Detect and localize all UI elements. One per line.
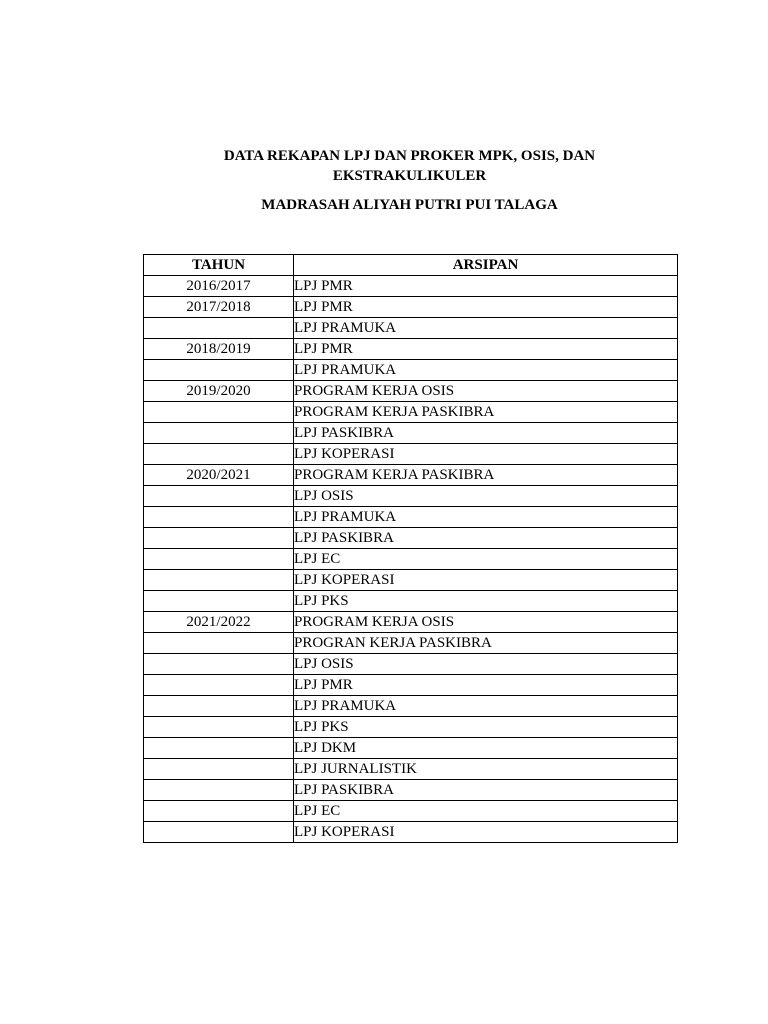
table-row — [144, 570, 678, 591]
cell-arsipan: LPJ KOPERASI — [294, 444, 678, 465]
table-row — [144, 801, 678, 822]
table-row — [144, 507, 678, 528]
cell-arsipan: LPJ KOPERASI — [294, 570, 678, 591]
cell-arsipan: LPJ PMR — [294, 675, 678, 696]
table-row — [144, 612, 678, 633]
table-row — [144, 717, 678, 738]
cell-tahun — [144, 360, 294, 381]
cell-arsipan: LPJ PKS — [294, 717, 678, 738]
cell-tahun — [144, 318, 294, 339]
document-title-line-2: EKSTRAKULIKULER — [332, 168, 487, 184]
table-row — [144, 465, 678, 486]
cell-arsipan: LPJ PASKIBRA — [294, 423, 678, 444]
cell-arsipan: LPJ EC — [294, 549, 678, 570]
cell-tahun — [144, 675, 294, 696]
cell-tahun — [144, 486, 294, 507]
table-row — [144, 549, 678, 570]
table-row — [144, 675, 678, 696]
cell-arsipan: LPJ JURNALISTIK — [294, 759, 678, 780]
cell-tahun — [144, 822, 294, 843]
cell-tahun — [144, 591, 294, 612]
cell-arsipan: LPJ PRAMUKA — [294, 360, 678, 381]
header-arsipan: ARSIPAN — [294, 255, 678, 276]
cell-tahun — [144, 801, 294, 822]
cell-arsipan: LPJ PASKIBRA — [294, 780, 678, 801]
cell-tahun — [144, 423, 294, 444]
cell-tahun — [144, 633, 294, 654]
table-row — [144, 759, 678, 780]
table-row — [144, 423, 678, 444]
cell-tahun — [144, 444, 294, 465]
cell-arsipan: LPJ OSIS — [294, 486, 678, 507]
cell-arsipan: LPJ PRAMUKA — [294, 507, 678, 528]
cell-tahun — [144, 549, 294, 570]
table-row — [144, 780, 678, 801]
table-row — [144, 360, 678, 381]
cell-arsipan: PROGRAM KERJA OSIS — [294, 381, 678, 402]
table-row — [144, 654, 678, 675]
table-row — [144, 444, 678, 465]
table-row — [144, 822, 678, 843]
document-title — [143, 146, 676, 186]
cell-tahun: 2017/2018 — [144, 297, 294, 318]
cell-tahun — [144, 717, 294, 738]
table-row — [144, 339, 678, 360]
cell-arsipan: LPJ PRAMUKA — [294, 318, 678, 339]
header-tahun: TAHUN — [144, 255, 294, 276]
table-row — [144, 696, 678, 717]
cell-arsipan: LPJ PRAMUKA — [294, 696, 678, 717]
cell-arsipan: LPJ OSIS — [294, 654, 678, 675]
document-subtitle: MADRASAH ALIYAH PUTRI PUI TALAGA — [261, 197, 558, 213]
cell-tahun — [144, 780, 294, 801]
table-row — [144, 318, 678, 339]
document-title-line-1: DATA REKAPAN LPJ DAN PROKER MPK, OSIS, DAN — [223, 148, 596, 164]
cell-arsipan: LPJ DKM — [294, 738, 678, 759]
cell-tahun — [144, 759, 294, 780]
archive-table — [143, 254, 678, 843]
cell-arsipan: LPJ KOPERASI — [294, 822, 678, 843]
cell-tahun — [144, 654, 294, 675]
cell-arsipan: LPJ PKS — [294, 591, 678, 612]
table-row — [144, 402, 678, 423]
table-row — [144, 381, 678, 402]
cell-arsipan: LPJ PMR — [294, 339, 678, 360]
cell-arsipan: LPJ EC — [294, 801, 678, 822]
cell-arsipan: PROGRAM KERJA OSIS — [294, 612, 678, 633]
table-header-row — [144, 255, 678, 276]
cell-tahun: 2019/2020 — [144, 381, 294, 402]
cell-tahun: 2021/2022 — [144, 612, 294, 633]
cell-tahun — [144, 528, 294, 549]
cell-arsipan: PROGRAM KERJA PASKIBRA — [294, 465, 678, 486]
table-row — [144, 591, 678, 612]
table-row — [144, 528, 678, 549]
cell-tahun: 2018/2019 — [144, 339, 294, 360]
cell-tahun — [144, 696, 294, 717]
table-row — [144, 276, 678, 297]
cell-arsipan: LPJ PMR — [294, 297, 678, 318]
cell-arsipan: PROGRAM KERJA PASKIBRA — [294, 402, 678, 423]
table-row — [144, 633, 678, 654]
cell-tahun — [144, 570, 294, 591]
cell-tahun: 2016/2017 — [144, 276, 294, 297]
cell-arsipan: LPJ PMR — [294, 276, 678, 297]
cell-tahun — [144, 402, 294, 423]
table-row — [144, 486, 678, 507]
table-row — [144, 738, 678, 759]
cell-arsipan: LPJ PASKIBRA — [294, 528, 678, 549]
table-row — [144, 297, 678, 318]
cell-tahun — [144, 507, 294, 528]
cell-arsipan: PROGRAN KERJA PASKIBRA — [294, 633, 678, 654]
table-body — [144, 276, 678, 843]
cell-tahun: 2020/2021 — [144, 465, 294, 486]
cell-tahun — [144, 738, 294, 759]
